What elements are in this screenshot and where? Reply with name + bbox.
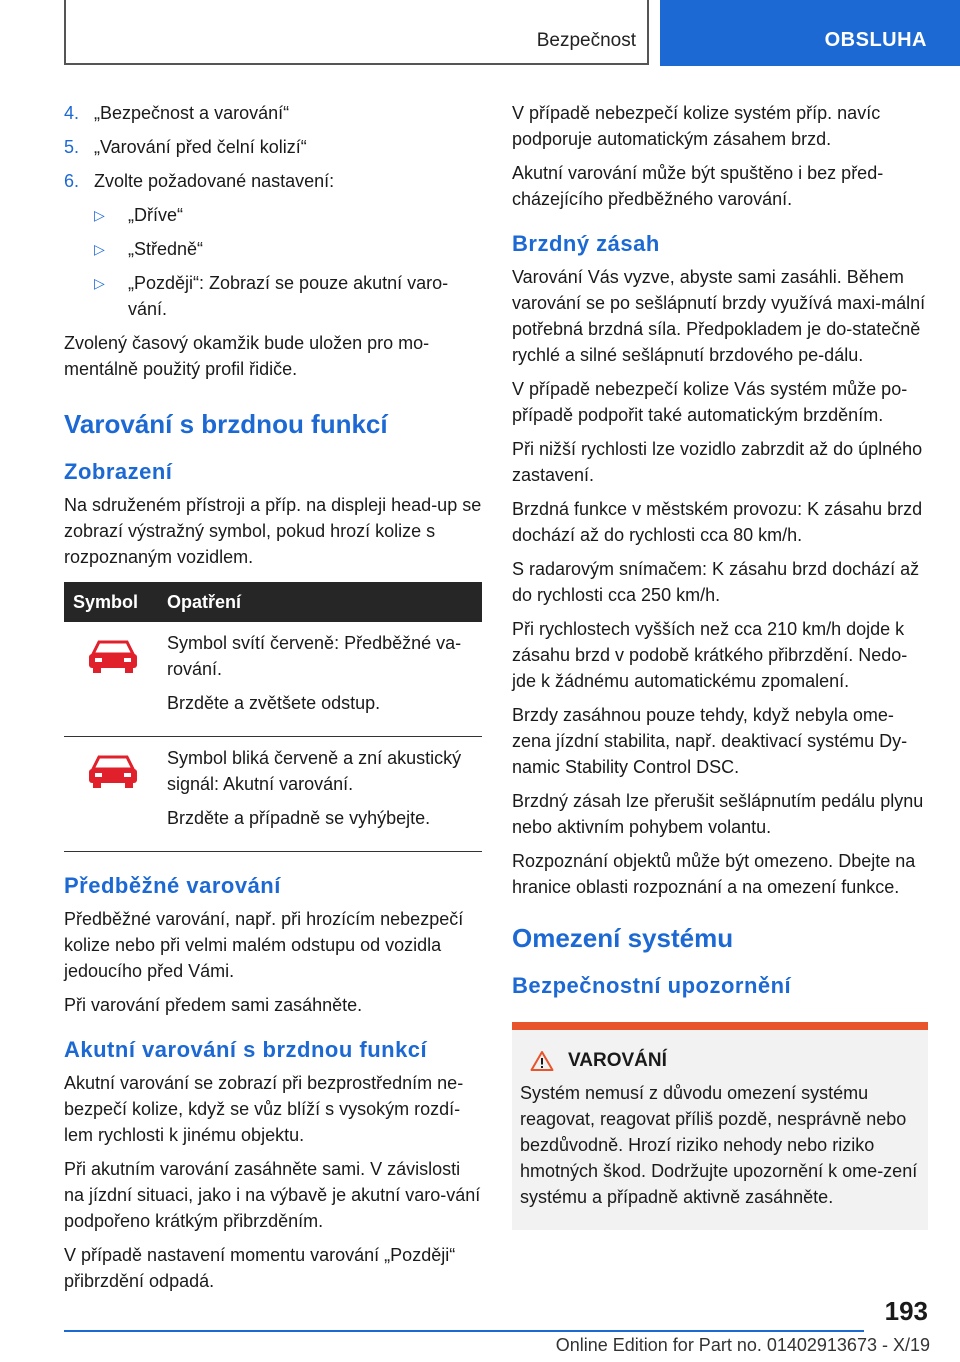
paragraph: Na sdruženém přístroji a příp. na displeji head-up se zobrazí výstražný symbol, pokud hrozí kolize s rozpoznaným vozidlem.	[64, 495, 482, 567]
step-text: „Varování před čelní kolizí“	[94, 137, 307, 157]
paragraph: Brzdná funkce v městském provozu: K zásahu brzd dochází až do rychlosti cca 80 km/h.	[512, 499, 923, 545]
action-line: Symbol svítí červeně: Předběžné va‐rování.	[167, 633, 462, 679]
heading-pre-warning: Předběžné varování	[64, 873, 281, 898]
paragraph: V případě nebezpečí kolize Vás systém může po‐případě podpořit také automatickým brzděním.	[512, 379, 908, 425]
step-number: 5.	[64, 137, 80, 157]
header-chapter-tab	[660, 0, 960, 66]
car-collision-icon	[85, 636, 141, 676]
header-bottom-rule	[64, 63, 649, 65]
warning-text: Systém nemusí z důvodu omezení systému reagovat, reagovat příliš pozdě, nesprávně nebo bezdůvodně. Hrozí riziko nehody nebo riziko hmotných škod. Dodržujte upozornění k ome‐zení systému a případně aktivně zasáhněte.	[520, 1083, 918, 1207]
list-item	[64, 168, 482, 194]
action-line: Brzděte a zvětšete odstup.	[167, 693, 381, 713]
paragraph: Brzdný zásah lze přerušit sešlápnutím pedálu plynu nebo aktivním pohybem volantu.	[512, 791, 924, 837]
list-item	[64, 202, 482, 228]
paragraph: Při varování předem sami zasáhněte.	[64, 995, 363, 1015]
paragraph: Rozpoznání objektů může být omezeno. Dbejte na hranice oblasti rozpoznání a na omezení funkce.	[512, 851, 916, 897]
warning-title: VAROVÁNÍ	[568, 1050, 667, 1071]
heading-brake-warning: Varování s brzdnou funkcí	[64, 409, 388, 439]
warning-triangle-icon	[530, 1050, 554, 1072]
warning-box	[512, 1022, 928, 1230]
option-text: „Středně“	[128, 239, 204, 259]
step-text: Zvolte požadované nastavení:	[94, 171, 335, 191]
warning-title-row	[520, 1048, 920, 1074]
step-number: 4.	[64, 103, 80, 123]
page-number: 193	[884, 1296, 928, 1326]
paragraph: Brzdy zasáhnou pouze tehdy, když nebyla ome‐zena jízdní stabilita, např. deaktivací systému Dy‐namic Stability Control DSC.	[512, 705, 908, 777]
paragraph: Zvolený časový okamžik bude uložen pro mo‐mentálně použitý profil řidiče.	[64, 333, 430, 379]
steps-list	[64, 100, 482, 194]
step-text: „Bezpečnost a varování“	[94, 103, 290, 123]
table-header-symbol: Symbol	[64, 582, 161, 622]
paragraph: Varování Vás vyzve, abyste sami zasáhli. Během varování se po sešlápnutí brzdy využívá maxi‐mální potřebná brzdná síla. Předpokladem je do‐statečně rychlé a silné sešlápnutí brzdového pe‐dálu.	[512, 267, 926, 365]
paragraph: V případě nastavení momentu varování „Později“ přibrzdění odpadá.	[64, 1245, 456, 1291]
symbol-cell	[64, 737, 161, 852]
heading-system-limits: Omezení systému	[512, 923, 734, 953]
action-cell	[161, 622, 482, 737]
paragraph: Při nižší rychlosti lze vozidlo zabrzdit až do úplného zastavení.	[512, 439, 923, 485]
header-section-title: Bezpečnost	[536, 30, 636, 51]
list-item	[64, 236, 482, 262]
car-collision-icon	[85, 751, 141, 791]
table-row	[64, 622, 482, 737]
heading-brake-intervention: Brzdný zásah	[512, 231, 660, 256]
header-left-rule	[64, 0, 66, 64]
symbol-cell	[64, 622, 161, 737]
table-row	[64, 737, 482, 852]
header-chapter-label: OBSLUHA	[824, 29, 927, 51]
action-cell	[161, 737, 482, 852]
list-item	[64, 134, 482, 160]
left-column	[64, 100, 482, 1302]
list-item	[64, 100, 482, 126]
symbol-table	[64, 582, 482, 852]
right-column	[512, 100, 928, 1230]
paragraph: Akutní varování může být spuštěno i bez před‐cházejícího předběžného varování.	[512, 163, 884, 209]
triangle-bullet-icon: ▷	[94, 275, 105, 291]
triangle-bullet-icon: ▷	[94, 207, 105, 223]
header-right-rule	[647, 0, 649, 64]
options-list	[64, 202, 482, 322]
heading-acute-warning: Akutní varování s brzdnou funkcí	[64, 1037, 428, 1062]
paragraph: S radarovým snímačem: K zásahu brzd dochází až do rychlosti cca 250 km/h.	[512, 559, 920, 605]
footer-edition: Online Edition for Part no. 01402913673 - X/19	[555, 1335, 930, 1355]
table-header-action: Opatření	[161, 582, 482, 622]
option-text: „Později“: Zobrazí se pouze akutní varo‐vání.	[128, 273, 449, 319]
heading-safety-notes: Bezpečnostní upozornění	[512, 973, 792, 998]
option-text: „Dříve“	[128, 205, 183, 225]
triangle-bullet-icon: ▷	[94, 241, 105, 257]
paragraph: Akutní varování se zobrazí při bezprostředním ne‐bezpečí kolize, když se vůz blíží s vysokým rozdí‐lem rychlosti k jinému objektu.	[64, 1073, 464, 1145]
action-line: Symbol bliká červeně a zní akustický signál: Akutní varování.	[167, 748, 462, 794]
paragraph: Při akutním varování zasáhněte sami. V závislosti na jízdní situaci, jako i na výbavě je akutní varo‐vání podpořeno krátkým přibrzděním.	[64, 1159, 481, 1231]
list-item	[64, 270, 482, 322]
paragraph: Předběžné varování, např. při hrozícím nebezpečí kolize nebo při velmi malém odstupu od vozidla jedoucího před Vámi.	[64, 909, 464, 981]
paragraph: V případě nebezpečí kolize systém příp. navíc podporuje automatickým zásahem brzd.	[512, 103, 881, 149]
heading-display: Zobrazení	[64, 459, 173, 484]
footer-rule	[64, 1330, 864, 1332]
paragraph: Při rychlostech vyšších než cca 210 km/h dojde k zásahu brzd v podobě krátkého přibrzdění. Nedo‐jde k žádnému automatickému zpomalení.	[512, 619, 908, 691]
action-line: Brzděte a případně se vyhýbejte.	[167, 808, 431, 828]
step-number: 6.	[64, 171, 80, 191]
